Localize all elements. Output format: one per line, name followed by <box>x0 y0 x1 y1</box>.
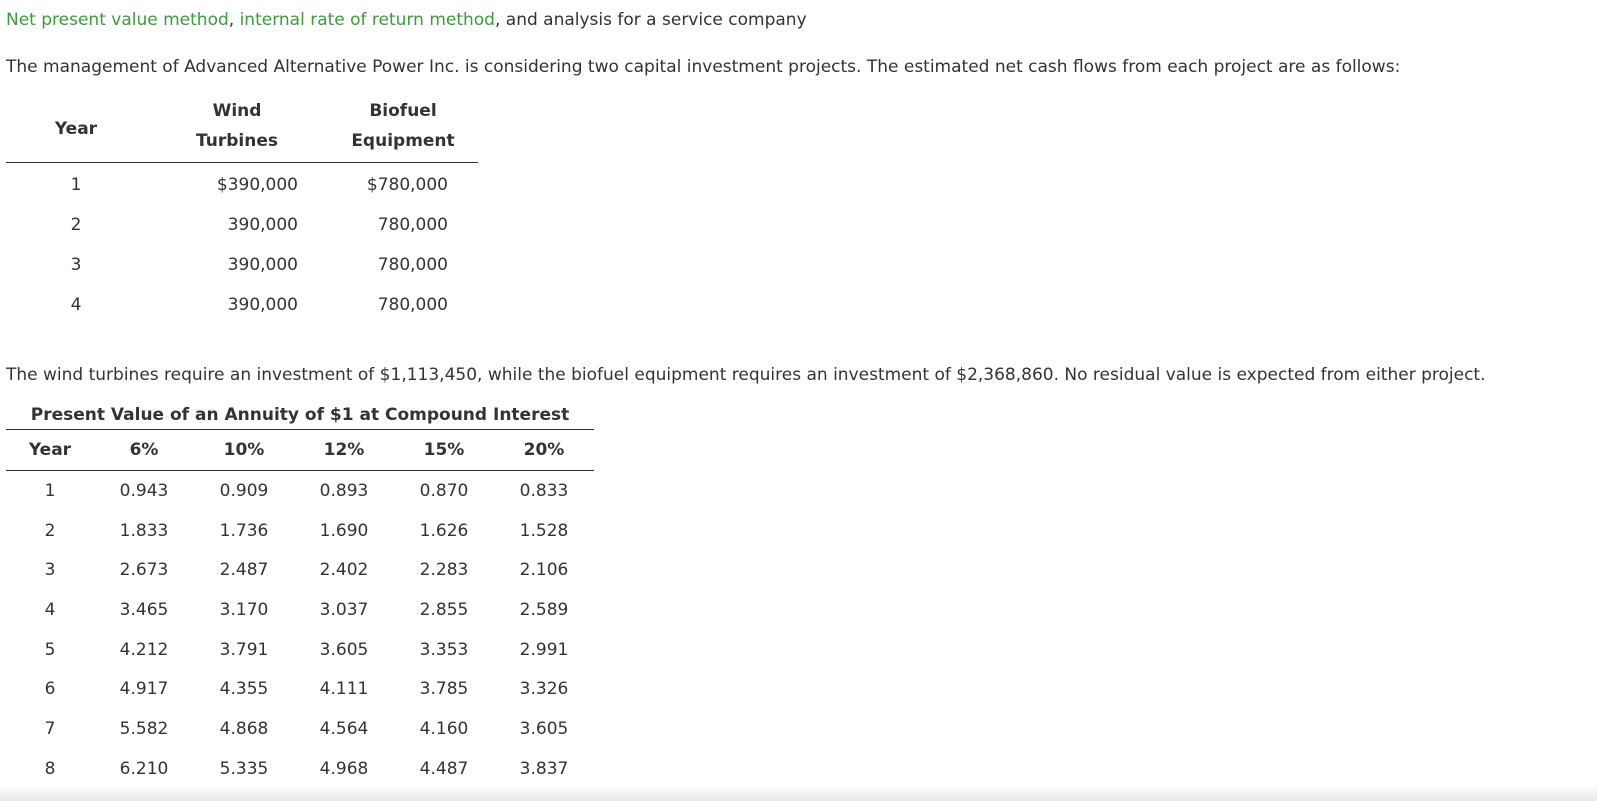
pv-annuity-table <box>6 401 594 789</box>
pv-cell-factor: 2.673 <box>119 560 169 581</box>
pv-header-rate: 15% <box>394 430 494 471</box>
irr-method-link[interactable]: internal rate of return method <box>239 10 495 30</box>
pv-cell-factor: 3.837 <box>519 758 569 779</box>
pv-row <box>6 550 594 590</box>
cf-cell-bio: 780,000 <box>377 255 448 275</box>
pv-row <box>6 709 594 749</box>
pv-cell-factor: 4.917 <box>119 679 169 700</box>
pv-cell-factor: 4.111 <box>319 679 369 700</box>
pv-cell-factor: 1.528 <box>519 520 569 541</box>
pv-cell-factor: 3.353 <box>419 639 469 660</box>
pv-cell-factor: 4.487 <box>419 758 469 779</box>
cf-cell-wind: 390,000 <box>227 255 298 275</box>
pv-row <box>6 590 594 630</box>
pv-row <box>6 471 594 511</box>
pv-header-rate: 12% <box>294 430 394 471</box>
pv-header-rate: 6% <box>94 430 194 471</box>
pv-row <box>6 749 594 789</box>
title-rest: , and analysis for a service company <box>494 10 807 30</box>
pv-row <box>6 669 594 709</box>
cf-row <box>6 285 478 325</box>
pv-cell-factor: 2.855 <box>419 599 469 620</box>
pv-cell-factor: 0.833 <box>519 480 569 501</box>
cf-row <box>6 205 478 245</box>
pv-row <box>6 630 594 670</box>
pv-table-caption: Present Value of an Annuity of $1 at Compound Interest <box>6 401 594 430</box>
pv-cell-factor: 0.870 <box>419 480 469 501</box>
pv-cell-factor: 2.991 <box>519 639 569 660</box>
pv-cell-factor: 3.785 <box>419 679 469 700</box>
cf-cell-bio: 780,000 <box>377 295 448 315</box>
pv-cell-factor: 0.893 <box>319 480 369 501</box>
pv-rows <box>6 471 594 789</box>
pv-cell-year: 4 <box>44 599 56 620</box>
cf-cell-year: 2 <box>70 215 82 235</box>
cf-cell-wind: 390,000 <box>227 215 298 235</box>
pv-cell-factor: 5.582 <box>119 718 169 739</box>
pv-cell-factor: 1.626 <box>419 520 469 541</box>
cf-cell-bio: $780,000 <box>366 175 448 195</box>
pv-cell-factor: 5.335 <box>219 758 269 779</box>
cash-flow-table <box>6 96 478 325</box>
pv-header-row <box>6 430 594 471</box>
bottom-scroll-shadow <box>0 785 1597 801</box>
pv-cell-factor: 4.212 <box>119 639 169 660</box>
cf-header-year: Year <box>6 96 146 163</box>
pv-cell-factor: 4.968 <box>319 758 369 779</box>
pv-header-year: Year <box>6 430 94 471</box>
title-separator: , <box>228 10 240 30</box>
investment-paragraph: The wind turbines require an investment of $1,113,450, while the biofuel equipment requires an investment of $2,368,860. No residual value is expected from either project. <box>6 365 1486 385</box>
pv-header-rate: 10% <box>194 430 294 471</box>
pv-cell-factor: 3.465 <box>119 599 169 620</box>
pv-cell-factor: 4.355 <box>219 679 269 700</box>
cash-flow-rows <box>6 163 478 326</box>
pv-cell-factor: 2.589 <box>519 599 569 620</box>
pv-cell-factor: 2.283 <box>419 560 469 581</box>
pv-cell-factor: 1.736 <box>219 520 269 541</box>
pv-cell-factor: 0.943 <box>119 480 169 501</box>
cf-cell-bio: 780,000 <box>377 215 448 235</box>
pv-cell-factor: 4.868 <box>219 718 269 739</box>
pv-cell-year: 8 <box>44 758 56 779</box>
pv-cell-factor: 2.487 <box>219 560 269 581</box>
pv-cell-factor: 2.106 <box>519 560 569 581</box>
npv-method-link[interactable]: Net present value method <box>6 10 229 30</box>
pv-cell-factor: 1.833 <box>119 520 169 541</box>
pv-cell-factor: 4.160 <box>419 718 469 739</box>
pv-cell-factor: 3.037 <box>319 599 369 620</box>
pv-cell-factor: 3.791 <box>219 639 269 660</box>
pv-cell-year: 7 <box>44 718 56 739</box>
cf-header-bio-line1: Biofuel <box>369 101 437 121</box>
pv-cell-factor: 3.605 <box>319 639 369 660</box>
cf-cell-wind: $390,000 <box>216 175 298 195</box>
cf-header-wind-line2: Turbines <box>146 126 328 163</box>
pv-cell-factor: 6.210 <box>119 758 169 779</box>
pv-cell-year: 2 <box>44 520 56 541</box>
cf-header-bio-line2: Equipment <box>328 126 478 163</box>
pv-row <box>6 511 594 551</box>
pv-header-rate: 20% <box>494 430 594 471</box>
cf-cell-year: 3 <box>70 255 82 275</box>
pv-cell-year: 1 <box>44 480 56 501</box>
pv-cell-factor: 3.605 <box>519 718 569 739</box>
cf-header-wind-line1: Wind <box>212 101 262 121</box>
cf-cell-wind: 390,000 <box>227 295 298 315</box>
pv-cell-year: 3 <box>44 560 56 581</box>
problem-title <box>6 10 807 30</box>
pv-cell-factor: 4.564 <box>319 718 369 739</box>
cf-cell-year: 4 <box>70 295 82 315</box>
cf-row <box>6 245 478 285</box>
pv-cell-factor: 3.170 <box>219 599 269 620</box>
pv-cell-year: 6 <box>44 679 56 700</box>
pv-cell-factor: 0.909 <box>219 480 269 501</box>
pv-cell-factor: 1.690 <box>319 520 369 541</box>
cf-row <box>6 163 478 206</box>
pv-cell-factor: 3.326 <box>519 679 569 700</box>
pv-cell-year: 5 <box>44 639 56 660</box>
intro-paragraph: The management of Advanced Alternative Power Inc. is considering two capital investment projects. The estimated net cash flows from each project are as follows: <box>6 57 1401 77</box>
cf-cell-year: 1 <box>70 175 82 195</box>
pv-cell-factor: 2.402 <box>319 560 369 581</box>
